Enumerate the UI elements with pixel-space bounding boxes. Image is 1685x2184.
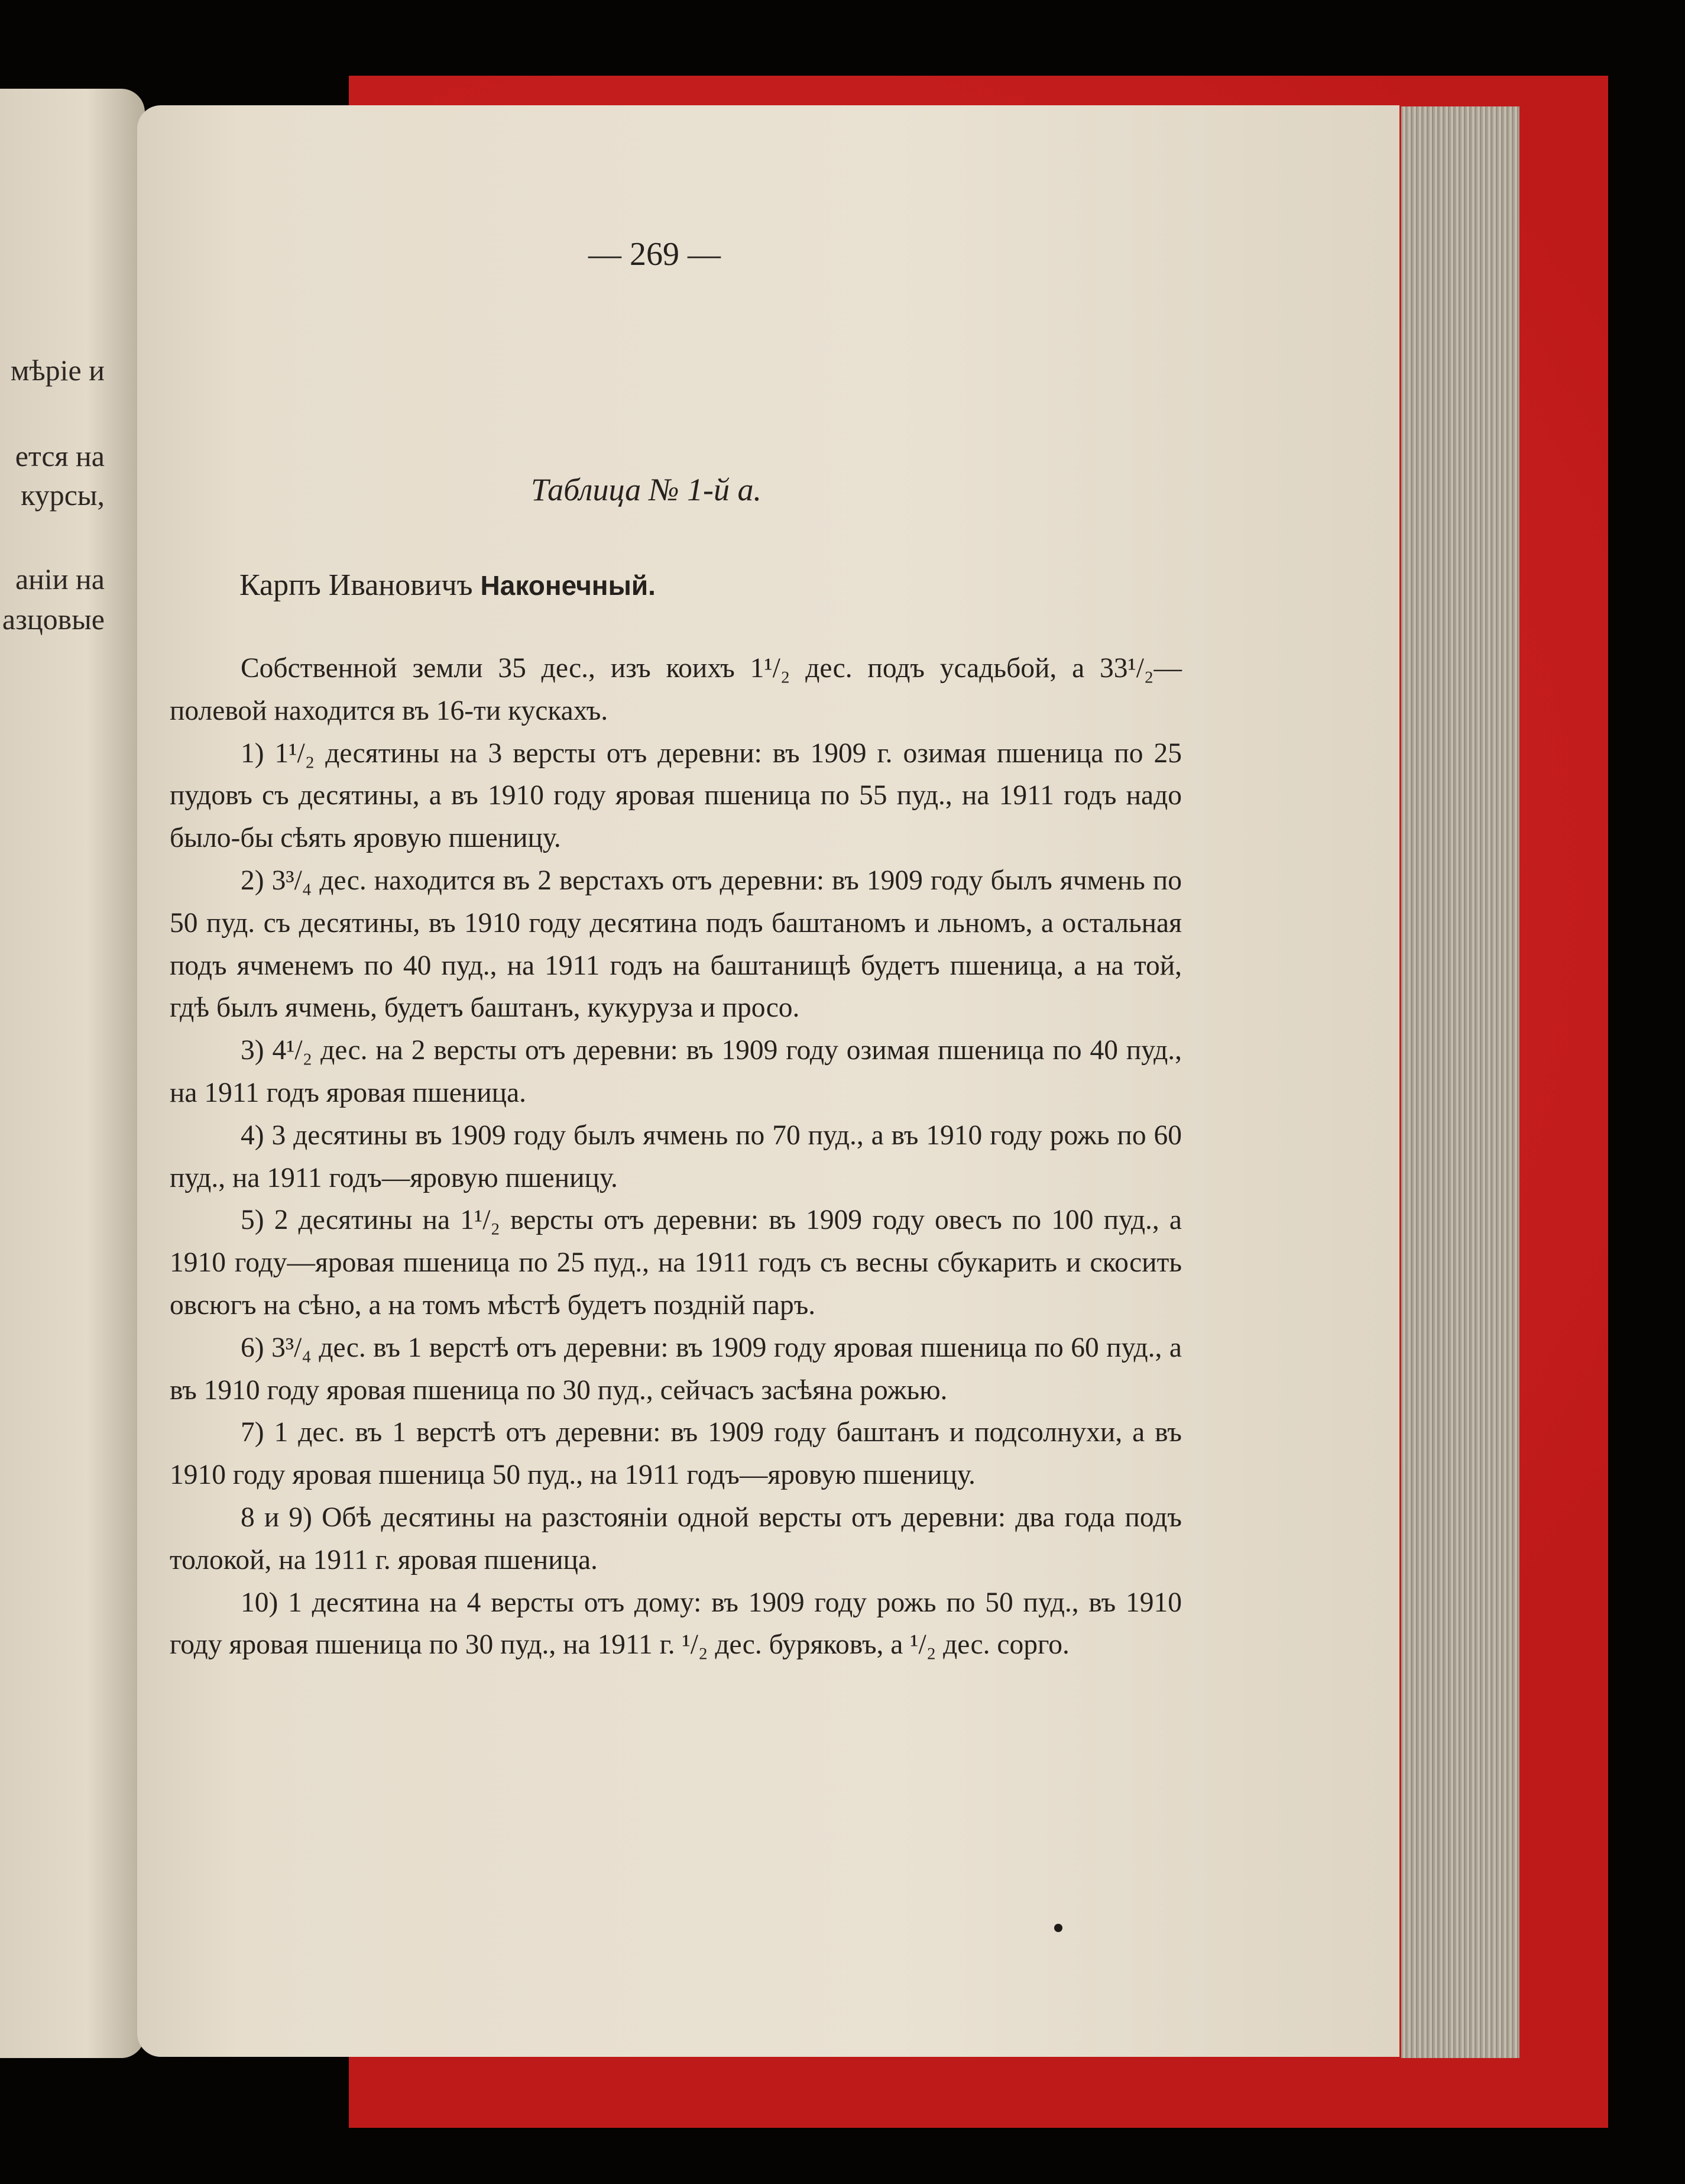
paragraph-intro: Собственной земли 35 дес., изъ коихъ 1¹/₂ дес. подъ усадьбой, а 33¹/₂—полевой находится въ 16-ти кускахъ. [170, 653, 1182, 726]
left-page-text-fragment: ется на [15, 439, 105, 473]
paragraph-item-2: 2) 3³/₄ дес. находится въ 2 верстахъ отъ деревни: въ 1909 году былъ ячмень по 50 пуд. съ десятины, въ 1910 году десятина подъ баштаномъ и льномъ, а остальная подъ ячменемъ по 40 пуд., на 1911 годъ на баштанищѣ будетъ пшеница, а на той, гдѣ былъ ячмень, будетъ баштанъ, кукуруза и просо. [170, 865, 1182, 1024]
paragraph-item-6: 6) 3³/₄ дес. въ 1 верстѣ отъ деревни: въ 1909 году яровая пшеница по 60 пуд., а въ 1910 году яровая пшеница по 30 пуд., сейчасъ засѣяна рожью. [170, 1332, 1182, 1406]
left-page-text-fragment: аніи на [15, 562, 105, 596]
paragraph-item-3: 3) 4¹/₂ дес. на 2 версты отъ деревни: въ 1909 году озимая пшеница по 40 пуд., на 1911 годъ яровая пшеница. [170, 1035, 1182, 1108]
person-first-names: Карпъ Ивановичъ [239, 568, 473, 602]
ink-dot [1054, 1924, 1062, 1932]
left-page-text-fragment: азцовые [2, 603, 105, 636]
page-edges [1401, 106, 1519, 2058]
paragraph-item-4: 4) 3 десятины въ 1909 году былъ ячмень по 70 пуд., а въ 1910 году рожь по 60 пуд., на 1911 годъ—яровую пшеницу. [170, 1119, 1182, 1193]
body-text [170, 648, 1182, 1667]
paragraph-item-8-9: 8 и 9) Обѣ десятины на разстояніи одной версты отъ деревни: два года подъ толокой, на 1911 г. яровая пшеница. [170, 1502, 1182, 1575]
paragraph-item-10: 10) 1 десятина на 4 версты отъ дому: въ 1909 году рожь по 50 пуд., въ 1910 году яровая пшеница по 30 пуд., на 1911 г. ¹/₂ дес. буряковъ, а ¹/₂ дес. сорго. [170, 1587, 1182, 1661]
page-number: — 269 — [588, 236, 721, 273]
person-surname: Наконечный. [480, 570, 656, 601]
left-page-text-fragment: мѣріе и [10, 354, 105, 387]
left-page-fragment [0, 89, 145, 2058]
left-page-text-fragment: курсы, [21, 478, 105, 512]
paragraph-item-5: 5) 2 десятины на 1¹/₂ версты отъ деревни: въ 1909 году овесъ по 100 пуд., а 1910 году—яровая пшеница по 25 пуд., на 1911 годъ съ весны сбукарить и скосить овсюгъ на сѣно, а на томъ мѣстѣ будетъ поздній паръ. [170, 1205, 1182, 1321]
table-title: Таблица № 1-й а. [531, 472, 762, 507]
person-name [239, 568, 656, 603]
paragraph-item-1: 1) 1¹/₂ десятины на 3 версты отъ деревни: въ 1909 г. озимая пшеница по 25 пудовъ съ десятины, а въ 1910 году яровая пшеница по 55 пуд., на 1911 годъ надо было-бы сѣять яровую пшеницу. [170, 737, 1182, 854]
paragraph-item-7: 7) 1 дес. въ 1 верстѣ отъ деревни: въ 1909 году баштанъ и подсолнухи, а въ 1910 году яровая пшеница 50 пуд., на 1911 годъ—яровую пшеницу. [170, 1417, 1182, 1491]
